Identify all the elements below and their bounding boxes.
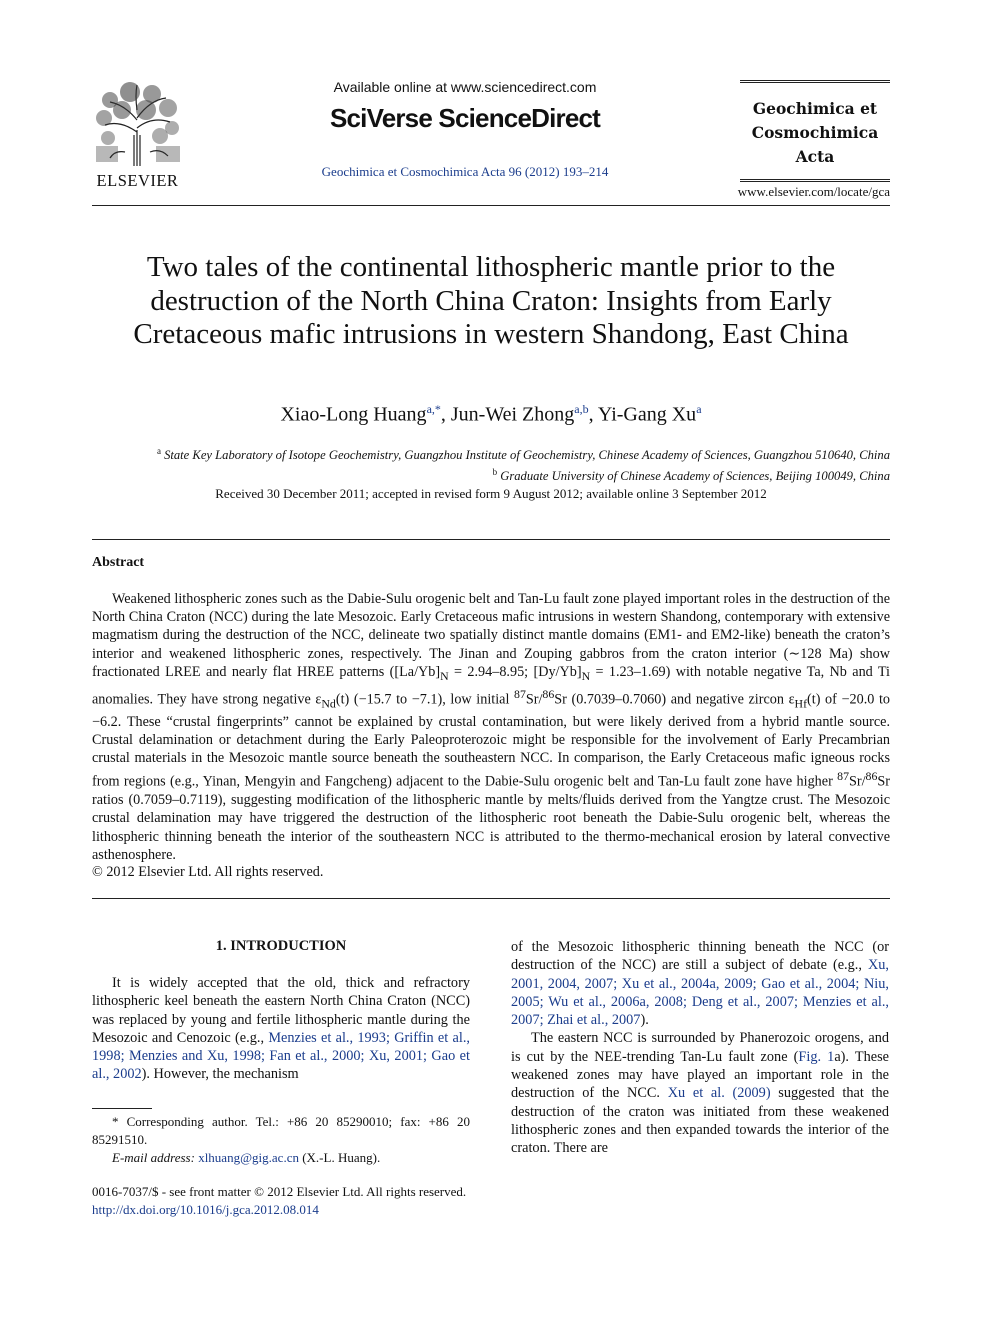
abstract-body [92,590,890,864]
intro-paragraph-continued: of the Mesozoic lithospheric thinning beneath the NCC (or destruction of the NCC) are still a subject of debate (e.g., Xu, 2001, 2004, 2007; Xu et al., 2004a, 2009; Gao et al., 2004; Niu, 2005; Wu et al., 2006a, 2008; Deng et al., 2007; Menzies et al., 2007; Zhai et al., 2007). [511,939,889,1029]
journal-title-box [740,80,890,182]
figure-link[interactable]: Fig. 1 [798,1048,835,1065]
citation-link[interactable]: Menzies et al., 1993; Griffin et al., 1998; Menzies and Xu, 1998; Fan et al., 2000; Xu, 2001; Gao et al., 2002 [92,1029,470,1083]
received-dates: Received 30 December 2011; accepted in revised form 9 August 2012; available online 3 September 2012 [215,486,767,501]
sciencedirect-logo: SciVerse ScienceDirect [329,103,601,133]
email-line: E-mail address: xlhuang@gig.ac.cn (X.-L. Huang). [112,1150,381,1165]
author-name: Xiao-Long Huang [280,403,427,426]
abstract-heading: Abstract [92,555,145,570]
corresponding-author: * Corresponding author. Tel.: +86 20 85290010; fax: +86 20 85291510. [92,1114,470,1147]
author-affil-marker[interactable]: a,b [574,402,589,416]
citation-link[interactable]: Xu, 2001, 2004, 2007; Xu et al., 2004a, 2009; Gao et al., 2004; Niu, 2005; Wu et al., 2006a, 2008; Deng et al., 2007; Menzies et al., 2007; Zhai et al., 2007 [511,957,889,1029]
author-list: Xiao-Long Huang$^{a,*}$, Jun-Wei Zhong$^{a,b}$, Yi-Gang Xu$^a$ [280,402,702,426]
elsevier-wordmark: ELSEVIER [96,171,179,190]
intro-right-column [511,938,889,1158]
footnote-divider [92,1108,152,1109]
journal-title-line-1: Geochimica et [752,99,878,118]
intro-paragraph: The eastern NCC is surrounded by Phanerozoic orogens, and is cut by the NEE-trending Tan-Lu fault zone (Fig. 1a). These weakened zones may have played an important role in the destruction of the NCC. Xu et al. (2009) suggested that the destruction of the craton was initiated from these weakened lithospheric zones and then expanded towards the interior of the craton. There are [511,1030,889,1157]
email-link[interactable]: xlhuang@gig.ac.cn [198,1150,299,1165]
author-name: Yi-Gang Xu [597,403,697,426]
author-affil-marker[interactable]: a [696,402,702,416]
citation-link[interactable]: Xu et al. (2009) [667,1085,771,1102]
section-heading-introduction: 1. INTRODUCTION [215,938,347,954]
doi-link[interactable]: http://dx.doi.org/10.1016/j.gca.2012.08.014 [92,1202,319,1217]
journal-url[interactable]: www.elsevier.com/locate/gca [737,184,890,199]
author-name: Jun-Wei Zhong [450,403,575,426]
affiliation-a: $^a$ State Key Laboratory of Isotope Geochemistry, Guangzhou Institute of Geochemistry, Chinese Academy of Sciences, Guangzhou 510640, China [156,446,890,463]
front-matter: 0016-7037/$ - see front matter © 2012 Elsevier Ltd. All rights reserved. [92,1184,467,1199]
affiliations [92,443,890,485]
article-title: Two tales of the continental lithospheric mantle prior to the destruction of the North China Craton: Insights from Early Cretaceous mafic intrusions in western Shandong, East China [133,251,849,350]
affiliation-b: $^b$ Graduate University of Chinese Academy of Sciences, Beijing 100049, China [492,467,890,484]
journal-title-line-3: Acta [795,147,835,166]
abstract-top-divider [92,539,890,540]
elsevier-logo [90,80,185,190]
page-footer [92,1183,466,1219]
intro-left-column [92,974,470,1084]
elsevier-tree-icon [90,80,185,168]
journal-citation[interactable]: Geochimica et Cosmochimica Acta 96 (2012) 193–214 [321,164,609,179]
available-online[interactable]: Available online at www.sciencedirect.com [333,79,597,95]
header-divider [92,205,890,206]
abstract-paragraph: Weakened lithospheric zones such as the Dabie-Sulu orogenic belt and Tan-Lu fault zone played important roles in the destruction of the North China Craton (NCC) during the late Mesozoic. Early Cretaceous mafic intrusions in western Shandong, contemporary with extensive magmatism during the destruction of the NCC, delineate two spatially distinct mantle domains (EM1- and EM2-like) beneath the craton’s interior and weakened lithospheric zones, respectively. The Jinan and Zouping gabbros from the craton interior (∼128 Ma) show fractionated LREE and nearly flat HREE patterns ($[La/Yb]_N = 2.94-8.95$; $[Dy/Yb]_N = 1.23-1.69$) with notable negative Ta, Nb and Ti anomalies. They have strong negative $\varepsilon_{Nd}(t)$ (−15.7 to −7.1), low initial $^{87}$Sr/$^{86}$Sr (0.7039–0.7060) and negative zircon $\varepsilon_{Hf}(t)$ of −20.0 to −6.2. These “crustal fingerprints” cannot be explained by crustal contamination, but were likely derived from a hybrid mantle source. Crustal delamination or detachment during the Early Paleoproterozoic might be responsible for the involvement of Early Precambrian crustal materials in the Mesozoic mantle source beneath the southeastern NCC. In comparison, the Early Cretaceous mafic igneous rocks from regions (e.g., Yinan, Mengyin and Fangcheng) adjacent to the Dabie-Sulu orogenic belt and Tan-Lu fault zone have higher $^{87}$Sr/$^{86}$Sr ratios (0.7059–0.7119), suggesting modification of the lithospheric mantle by melts/fluids derived from the Yangtze crust. The Mesozoic crustal delamination may have triggered the destruction of the lithospheric root beneath the Dabie-Sulu orogenic belt, whereas the lithospheric thinning beneath the interior of the southeastern NCC is attributed to the thermo-mechanical erosion by lateral convective asthenosphere. [92,591,891,863]
abstract-copyright: © 2012 Elsevier Ltd. All rights reserved. [92,864,324,880]
footnote [92,1113,470,1167]
author-affil-marker[interactable]: a,* [426,402,441,416]
intro-paragraph: It is widely accepted that the old, thick and refractory lithospheric keel beneath the eastern North China Craton (NCC) was replaced by young and fertile lithospheric mantle during the Mesozoic and Cenozoic (e.g., Menzies et al., 1993; Griffin et al., 1998; Menzies and Xu, 1998; Fan et al., 2000; Xu, 2001; Gao et al., 2002). However, the mechanism [92,975,470,1083]
journal-title-line-2: Cosmochimica [751,123,879,142]
abstract-bottom-divider [92,898,890,899]
